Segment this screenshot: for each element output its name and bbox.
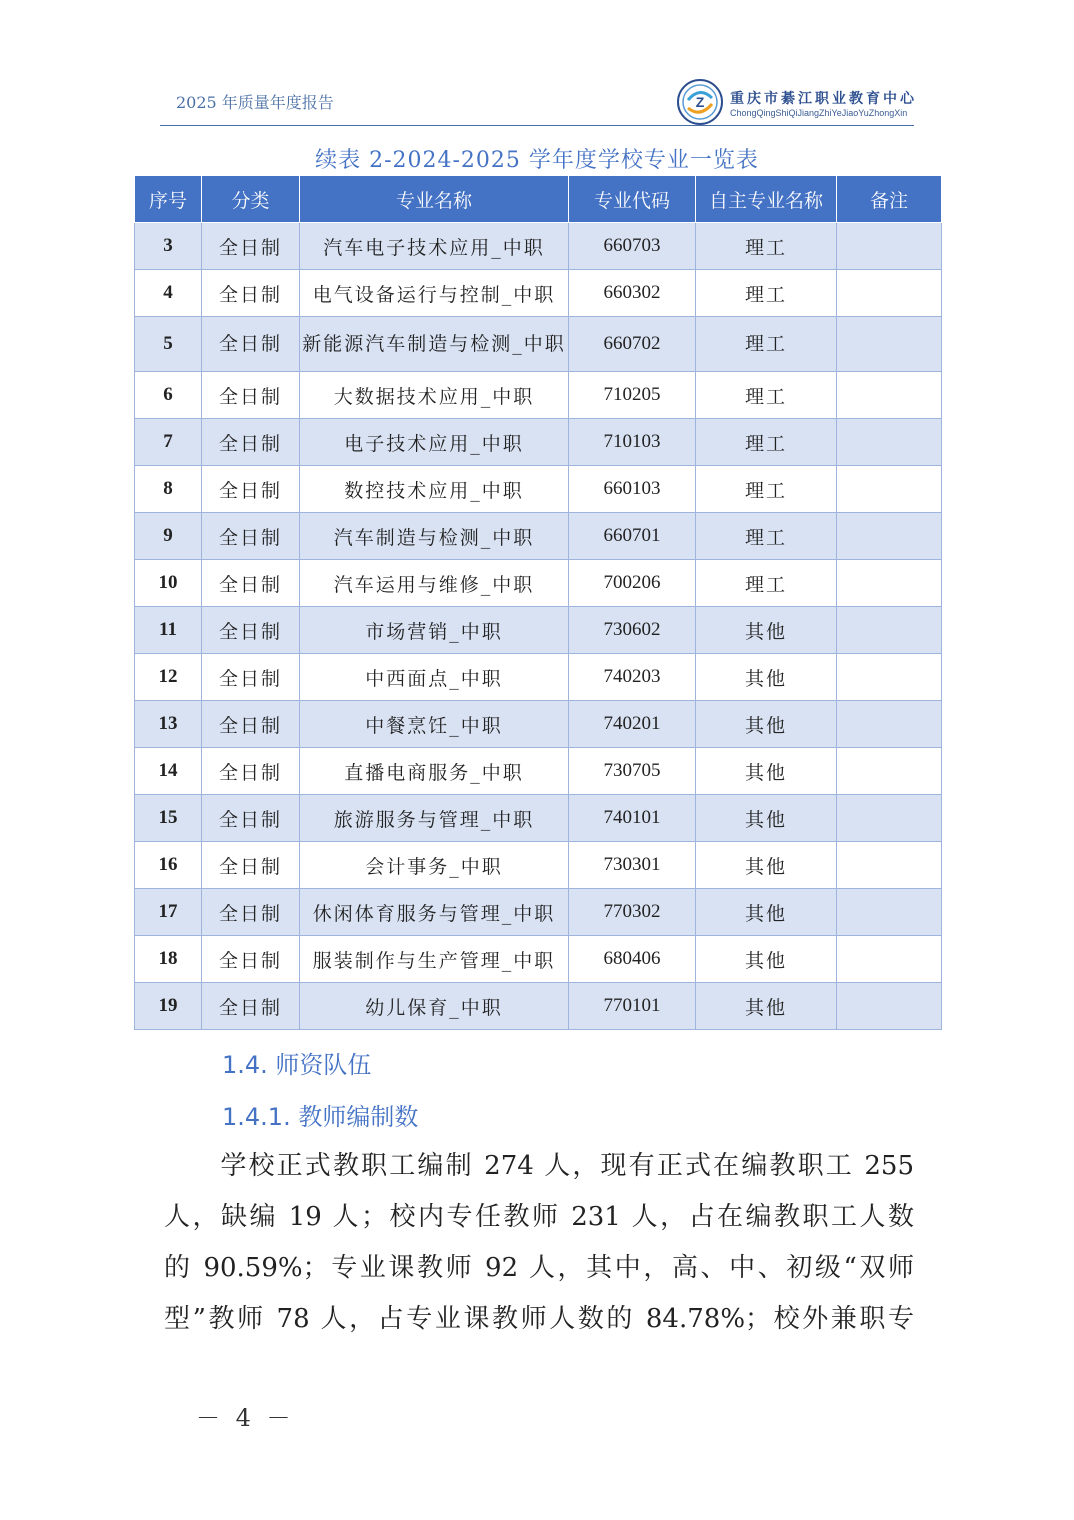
cell-note: [837, 466, 942, 513]
cell-custom: 理工: [696, 317, 837, 372]
col-header-no: 序号: [135, 176, 202, 223]
cell-type: 全日制: [202, 654, 300, 701]
cell-code: 740203: [569, 654, 696, 701]
cell-no: 16: [135, 842, 202, 889]
table-row: [135, 513, 942, 560]
cell-custom: 理工: [696, 466, 837, 513]
cell-type: 全日制: [202, 748, 300, 795]
cell-note: [837, 842, 942, 889]
cell-note: [837, 795, 942, 842]
table-row: [135, 936, 942, 983]
cell-custom: 其他: [696, 701, 837, 748]
cell-code: 660302: [569, 270, 696, 317]
page-number: － 4 －: [196, 1404, 295, 1432]
table-row: [135, 983, 942, 1030]
cell-custom: 其他: [696, 748, 837, 795]
cell-code: 700206: [569, 560, 696, 607]
table-row: [135, 701, 942, 748]
cell-note: [837, 889, 942, 936]
cell-type: 全日制: [202, 223, 300, 270]
cell-type: 全日制: [202, 936, 300, 983]
cell-name: 电子技术应用_中职: [300, 419, 569, 466]
table-row: [135, 607, 942, 654]
paragraph-line: 人，缺编 19 人；校内专任教师 231 人，占在编教职工人数: [164, 1202, 914, 1232]
cell-no: 18: [135, 936, 202, 983]
cell-type: 全日制: [202, 317, 300, 372]
cell-name: 新能源汽车制造与检测_中职: [300, 317, 569, 372]
table-header-row: [135, 176, 942, 223]
table-row: [135, 842, 942, 889]
report-title: 2025 年质量年度报告: [176, 93, 334, 112]
table-row: [135, 372, 942, 419]
cell-name: 汽车电子技术应用_中职: [300, 223, 569, 270]
org-name-cn: 重庆市綦江职业教育中心: [730, 91, 917, 107]
cell-name: 中西面点_中职: [300, 654, 569, 701]
cell-no: 9: [135, 513, 202, 560]
cell-name: 旅游服务与管理_中职: [300, 795, 569, 842]
cell-note: [837, 701, 942, 748]
cell-custom: 其他: [696, 889, 837, 936]
cell-type: 全日制: [202, 560, 300, 607]
col-header-note: 备注: [837, 176, 942, 223]
cell-no: 10: [135, 560, 202, 607]
cell-no: 12: [135, 654, 202, 701]
cell-name: 数控技术应用_中职: [300, 466, 569, 513]
paragraph-line: 的 90.59%；专业课教师 92 人，其中，高、中、初级“双师: [164, 1253, 914, 1283]
table-row: [135, 889, 942, 936]
table-row: [135, 560, 942, 607]
cell-name: 电气设备运行与控制_中职: [300, 270, 569, 317]
majors-table: [134, 175, 942, 1030]
cell-note: [837, 372, 942, 419]
cell-type: 全日制: [202, 889, 300, 936]
table-row: [135, 223, 942, 270]
table-row: [135, 270, 942, 317]
header-divider: [160, 125, 914, 126]
cell-no: 15: [135, 795, 202, 842]
cell-type: 全日制: [202, 701, 300, 748]
cell-code: 740101: [569, 795, 696, 842]
cell-note: [837, 560, 942, 607]
svg-text:Z: Z: [695, 94, 705, 110]
col-header-name: 专业名称: [300, 176, 569, 223]
cell-name: 服装制作与生产管理_中职: [300, 936, 569, 983]
cell-custom: 理工: [696, 560, 837, 607]
cell-note: [837, 607, 942, 654]
cell-no: 5: [135, 317, 202, 372]
cell-name: 幼儿保育_中职: [300, 983, 569, 1030]
cell-note: [837, 419, 942, 466]
cell-no: 17: [135, 889, 202, 936]
cell-custom: 其他: [696, 654, 837, 701]
table-row: [135, 795, 942, 842]
cell-name: 中餐烹饪_中职: [300, 701, 569, 748]
cell-no: 13: [135, 701, 202, 748]
col-header-custom: 自主专业名称: [696, 176, 837, 223]
cell-custom: 其他: [696, 842, 837, 889]
cell-code: 680406: [569, 936, 696, 983]
cell-no: 3: [135, 223, 202, 270]
cell-note: [837, 936, 942, 983]
cell-note: [837, 748, 942, 795]
cell-note: [837, 983, 942, 1030]
cell-no: 4: [135, 270, 202, 317]
paragraph-line: 型”教师 78 人，占专业课教师人数的 84.78%；校外兼职专: [164, 1304, 914, 1334]
cell-name: 大数据技术应用_中职: [300, 372, 569, 419]
cell-custom: 其他: [696, 795, 837, 842]
cell-name: 休闲体育服务与管理_中职: [300, 889, 569, 936]
cell-note: [837, 513, 942, 560]
cell-code: 710205: [569, 372, 696, 419]
cell-no: 14: [135, 748, 202, 795]
cell-no: 19: [135, 983, 202, 1030]
cell-type: 全日制: [202, 466, 300, 513]
cell-note: [837, 223, 942, 270]
cell-custom: 理工: [696, 223, 837, 270]
cell-note: [837, 270, 942, 317]
table-row: [135, 419, 942, 466]
section-heading: 1.4. 师资队伍: [222, 1051, 372, 1079]
cell-note: [837, 317, 942, 372]
school-logo-icon: [676, 78, 724, 126]
cell-code: 660701: [569, 513, 696, 560]
cell-type: 全日制: [202, 270, 300, 317]
cell-type: 全日制: [202, 513, 300, 560]
cell-code: 660103: [569, 466, 696, 513]
paragraph-line: 学校正式教职工编制 274 人，现有正式在编教职工 255: [164, 1151, 914, 1181]
cell-code: 730301: [569, 842, 696, 889]
cell-custom: 其他: [696, 936, 837, 983]
cell-type: 全日制: [202, 372, 300, 419]
table-title: 续表 2-2024-2025 学年度学校专业一览表: [315, 148, 759, 173]
cell-name: 汽车运用与维修_中职: [300, 560, 569, 607]
cell-code: 660702: [569, 317, 696, 372]
body-paragraph: [164, 1141, 914, 1345]
cell-type: 全日制: [202, 607, 300, 654]
cell-type: 全日制: [202, 842, 300, 889]
subsection-heading: 1.4.1. 教师编制数: [222, 1103, 419, 1131]
cell-no: 6: [135, 372, 202, 419]
cell-custom: 理工: [696, 513, 837, 560]
cell-no: 8: [135, 466, 202, 513]
table-row: [135, 654, 942, 701]
cell-code: 740201: [569, 701, 696, 748]
cell-type: 全日制: [202, 795, 300, 842]
cell-custom: 理工: [696, 270, 837, 317]
cell-name: 汽车制造与检测_中职: [300, 513, 569, 560]
cell-name: 直播电商服务_中职: [300, 748, 569, 795]
table-row: [135, 466, 942, 513]
cell-type: 全日制: [202, 419, 300, 466]
cell-code: 770302: [569, 889, 696, 936]
cell-name: 市场营销_中职: [300, 607, 569, 654]
cell-no: 7: [135, 419, 202, 466]
col-header-code: 专业代码: [569, 176, 696, 223]
cell-no: 11: [135, 607, 202, 654]
col-header-type: 分类: [202, 176, 300, 223]
cell-code: 660703: [569, 223, 696, 270]
cell-custom: 其他: [696, 607, 837, 654]
cell-code: 710103: [569, 419, 696, 466]
org-name-en: ChongQingShiQiJiangZhiYeJiaoYuZhongXin: [730, 108, 908, 118]
cell-name: 会计事务_中职: [300, 842, 569, 889]
cell-type: 全日制: [202, 983, 300, 1030]
cell-custom: 理工: [696, 372, 837, 419]
cell-code: 730602: [569, 607, 696, 654]
cell-custom: 其他: [696, 983, 837, 1030]
table-row: [135, 317, 942, 372]
cell-note: [837, 654, 942, 701]
cell-code: 730705: [569, 748, 696, 795]
cell-code: 770101: [569, 983, 696, 1030]
table-row: [135, 748, 942, 795]
cell-custom: 理工: [696, 419, 837, 466]
